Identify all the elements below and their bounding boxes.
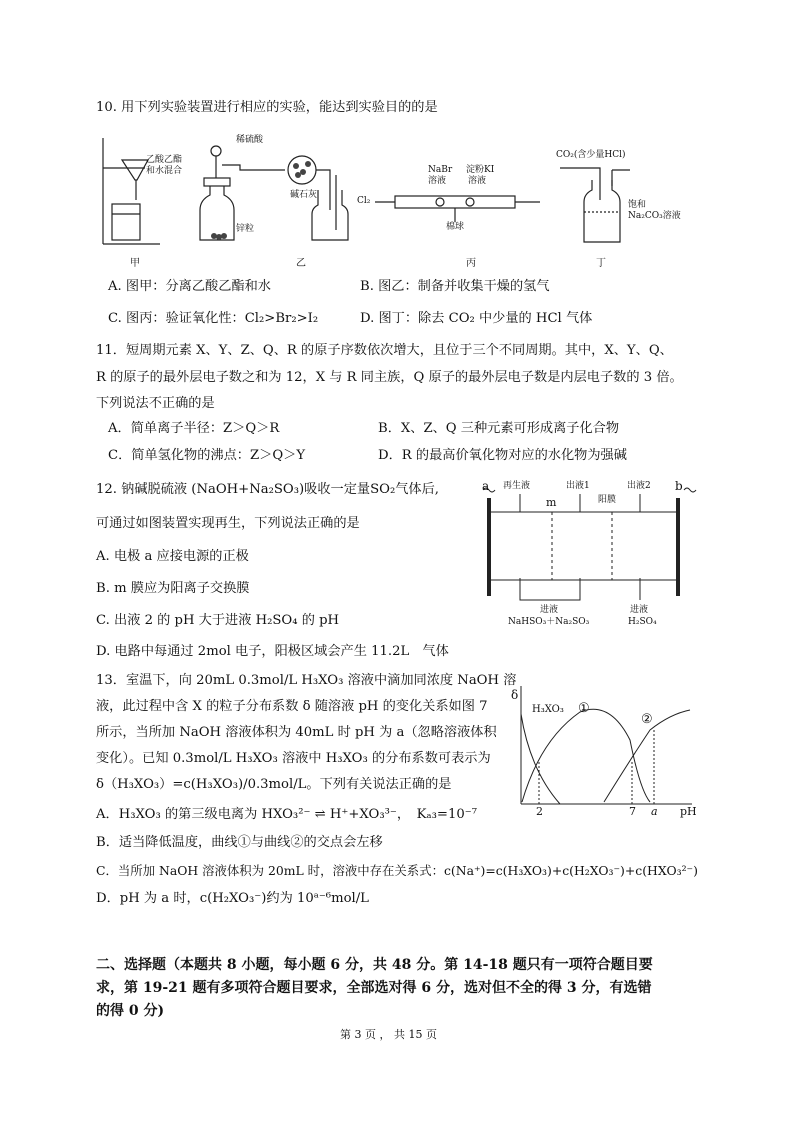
ding-label-sat-1: 饱和 — [628, 200, 647, 210]
out1-label: 出液1 — [566, 481, 590, 491]
q11-option-c: C．简单氢化物的沸点：Z＞Q＞Y — [108, 448, 306, 463]
yi-label-lime: 碱石灰 — [290, 190, 318, 200]
yi-label-acid: 稀硫酸 — [236, 135, 264, 145]
section2-line-1: 二、选择题（本题共 8 小题，每小题 6 分，共 48 分。第 14-18 题只有一项符合题目要 — [96, 957, 653, 973]
q13-line-1: 13．室温下，向 20mL 0.3mol/L H₃XO₃ 溶液中滴加同浓度 NaOH 溶 — [96, 673, 517, 688]
graph-x-axis-label: pH — [680, 805, 697, 818]
q11-line-3: 下列说法不正确的是 — [96, 396, 215, 411]
graph-y-axis-label: δ — [511, 688, 519, 702]
graph-tick-7: 7 — [629, 805, 636, 818]
q10-option-d: D. 图丁：除去 CO₂ 中少量的 HCl 气体 — [360, 311, 593, 326]
q13-line-2: 液，此过程中含 X 的粒子分布系数 δ 随溶液 pH 的变化关系如图 7 — [96, 699, 488, 714]
anode-membrane-label: 阳膜 — [598, 495, 617, 505]
q11-option-b: B．X、Z、Q 三种元素可形成离子化合物 — [378, 421, 620, 436]
page-footer: 第 3 页 ， 共 15 页 — [340, 1028, 437, 1041]
graph-curve-1-label: ① — [578, 701, 590, 716]
jia-label-2: 和水混合 — [146, 166, 183, 176]
bing-label-nabr-1: NaBr — [428, 165, 453, 175]
q12-option-b: B. m 膜应为阳离子交换膜 — [96, 581, 250, 596]
q10-option-a: A. 图甲：分离乙酸乙酯和水 — [108, 279, 271, 294]
q13-line-4: 变化）。已知 0.3mol/L H₃XO₃ 溶液中 H₃XO₃ 的分布系数可表示为 — [96, 751, 491, 766]
section2-line-2: 求，第 19-21 题有多项符合题目要求，全部选对得 6 分，选对但不全的得 3 分，有选错 — [96, 980, 652, 996]
in-left-label: 进液 — [540, 605, 559, 615]
q12-line-2: 可通过如图装置实现再生，下列说法正确的是 — [96, 516, 360, 531]
jia-label-1: 乙酸乙酯 — [146, 155, 183, 165]
q13-line-5: δ（H₃XO₃）=c(H₃XO₃)/0.3mol/L。下列有关说法正确的是 — [96, 777, 452, 792]
graph-tick-2: 2 — [536, 805, 543, 818]
q13-option-d: D．pH 为 a 时，c(H₂XO₃⁻)约为 10ᵃ⁻⁶mol/L — [96, 891, 369, 906]
ding-label-sat-2: Na₂CO₃溶液 — [628, 211, 681, 221]
in-right-label: 进液 — [630, 605, 649, 615]
q12-option-a: A. 电极 a 应接电源的正极 — [96, 549, 249, 564]
bing-label-cotton: 棉球 — [446, 222, 465, 232]
regen-label: 再生液 — [503, 481, 531, 491]
bing-label-ki-1: 淀粉KI — [466, 165, 495, 175]
q13-option-c: C．当所加 NaOH 溶液体积为 20mL 时，溶液中存在关系式：c(Na⁺)=c(H₃XO₃)+c(H₂XO₃⁻)+c(HXO₃²⁻) — [96, 863, 698, 878]
caption-yi: 乙 — [296, 258, 306, 269]
in-right-sub: H₂SO₄ — [628, 617, 657, 627]
q12-option-d: D. 电路中每通过 2mol 电子，阳极区域会产生 11.2L 气体 — [96, 644, 449, 659]
caption-bing: 丙 — [466, 258, 476, 269]
electrode-b-label: b — [675, 479, 683, 493]
q11-line-2: R 的原子的最外层电子数之和为 12，X 与 R 同主族，Q 原子的最外层电子数是内层电子数的 3 倍。 — [96, 370, 683, 385]
q12-line-1: 12. 钠碱脱硫液 (NaOH+Na₂SO₃)吸收一定量SO₂气体后, — [96, 482, 439, 497]
q11-line-1: 11．短周期元素 X、Y、Z、Q、R 的原子序数依次增大，且位于三个不同周期。其中，X、Y、Q、 — [96, 343, 673, 358]
q10-option-c: C. 图丙：验证氧化性：Cl₂>Br₂>I₂ — [108, 311, 319, 326]
section2-line-3: 的得 0 分) — [96, 1003, 165, 1019]
graph-curve-2-label: ② — [641, 712, 653, 727]
out2-label: 出液2 — [627, 481, 651, 491]
q10-option-b: B. 图乙：制备并收集干燥的氢气 — [360, 279, 550, 294]
q11-option-a: A．简单离子半径：Z＞Q＞R — [108, 421, 280, 436]
bing-label-cl2: Cl₂ — [357, 196, 371, 206]
graph-species-label: H₃XO₃ — [532, 704, 564, 715]
q12-option-c: C. 出液 2 的 pH 大于进液 H₂SO₄ 的 pH — [96, 613, 340, 628]
graph-tick-a: a — [651, 805, 658, 818]
caption-jia: 甲 — [130, 258, 140, 269]
q13-line-3: 所示，当所加 NaOH 溶液体积为 40mL 时 pH 为 a（忽略溶液体积 — [96, 725, 497, 740]
q13-option-b: B．适当降低温度，曲线①与曲线②的交点会左移 — [96, 835, 383, 850]
yi-label-zinc: 锌粒 — [236, 224, 255, 234]
q10-stem: 10. 用下列实验装置进行相应的实验，能达到实验目的的是 — [96, 100, 438, 115]
m-label: m — [546, 496, 557, 509]
in-left-sub: NaHSO₃＋Na₂SO₃ — [508, 617, 590, 627]
bing-label-ki-2: 溶液 — [468, 176, 487, 186]
q11-option-d: D．R 的最高价氧化物对应的水化物为强碱 — [378, 448, 627, 463]
ding-label-co2: CO₂(含少量HCl) — [556, 150, 626, 160]
caption-ding: 丁 — [596, 258, 606, 269]
bing-label-nabr-2: 溶液 — [428, 176, 447, 186]
q13-option-a: A．H₃XO₃ 的第三级电离为 HXO₃²⁻ ⇌ H⁺+XO₃³⁻， Kₐ₃=10⁻⁷ — [96, 807, 477, 822]
electrode-a-label: a — [482, 479, 490, 493]
